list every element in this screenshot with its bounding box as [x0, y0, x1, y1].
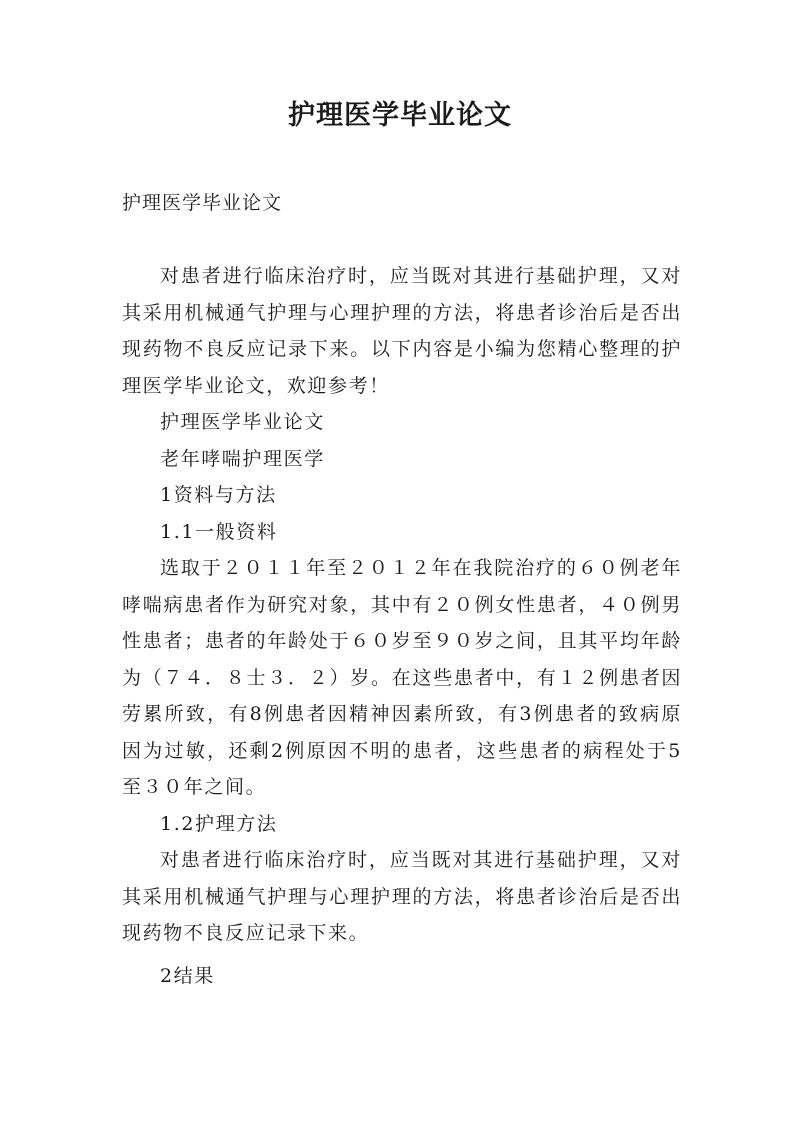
paragraph-heading: 护理医学毕业论文 [160, 411, 325, 433]
section-heading: 1资料与方法 [160, 484, 277, 506]
intro-paragraph: 对患者进行临床治疗时，应当既对其进行基础护理，又对其采用机械通气护理与心理护理的方法，将患者诊治后是否出现药物不良反应记录下来。以下内容是小编为您精心整理的护理医学毕业论文，欢迎参考！ [122, 265, 682, 397]
section-heading: 2结果 [160, 964, 215, 987]
body-paragraph: 选取于２０１１年至２０１２年在我院治疗的６０例老年哮喘病患者作为研究对象，其中有２０例女性患者，４０例男性患者；患者的年龄处于６０岁至９０岁之间，且其平均年龄为（７４．８士３．２）岁。在这些患者中，有１２例患者因劳累所致，有8例患者因精神因素所致，有3例患者的致病原因为过敏，还剩2例原因不明的患者，这些患者的病程处于5至３０年之间。 [122, 557, 682, 798]
subsection-heading: 1.1一般资料 [160, 520, 278, 543]
document-subtitle: 护理医学毕业论文 [122, 192, 283, 214]
subsection-heading: 1.2护理方法 [160, 812, 278, 835]
paragraph-heading: 老年哮喘护理医学 [160, 447, 325, 470]
body-paragraph: 对患者进行临床治疗时，应当既对其进行基础护理，又对其采用机械通气护理与心理护理的方法，将患者诊治后是否出现药物不良反应记录下来。 [122, 849, 682, 944]
document-title: 护理医学毕业论文 [288, 100, 512, 131]
document-body [122, 258, 682, 994]
